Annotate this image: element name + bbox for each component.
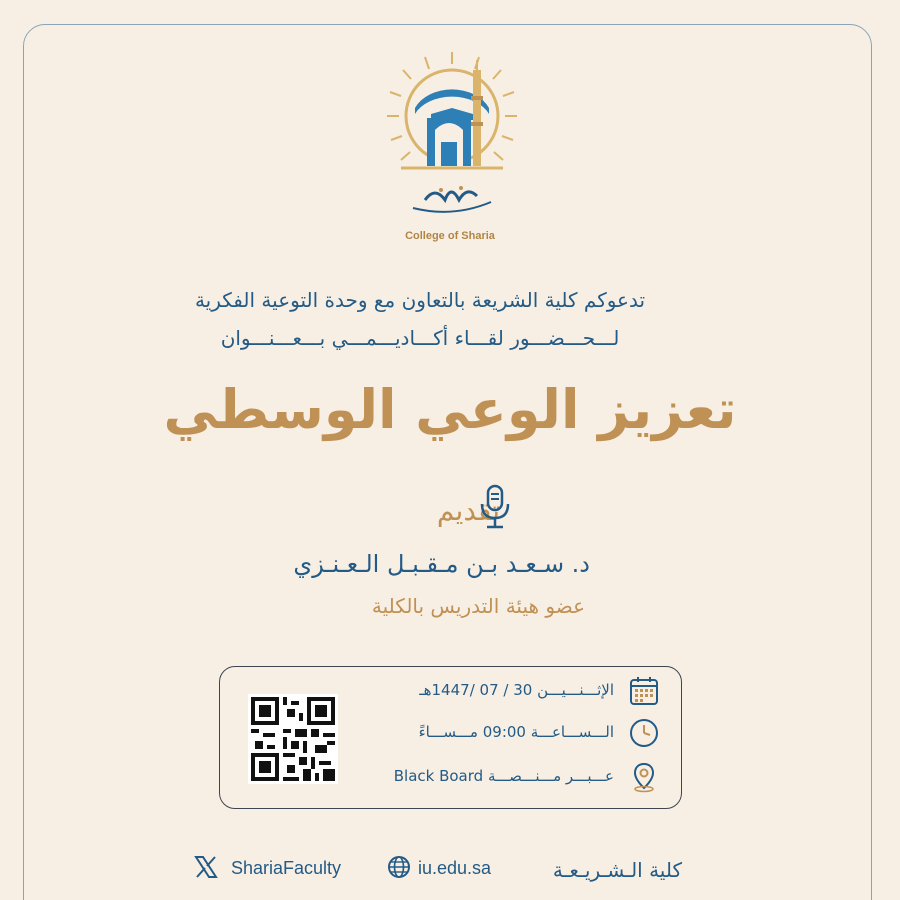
clock-icon: [628, 717, 660, 749]
date-row: [370, 675, 660, 709]
time-row: [370, 717, 660, 751]
event-title: تعزيز الوعي الوسطي: [163, 378, 737, 441]
time-text: الـــســـاعـــة 09:00 مـــســـاءً: [418, 723, 614, 741]
location-pin-icon: [628, 761, 660, 793]
event-details-box: [219, 666, 682, 809]
footer-website[interactable]: [386, 852, 516, 886]
microphone-icon: [478, 484, 512, 530]
presenter-label: تقديم: [436, 494, 500, 527]
presenter-name: د. سـعـد بـن مـقـبـل الـعـنـزي: [293, 550, 590, 578]
footer-twitter[interactable]: [193, 852, 363, 886]
qr-code-icon[interactable]: [248, 694, 338, 784]
college-name: كلية الـشـريـعـة: [552, 858, 682, 882]
platform-row: [370, 761, 660, 795]
logo-english-name: College of Sharia: [405, 230, 495, 242]
college-logo: [385, 50, 519, 240]
invitation-line-1: تدعوكم كلية الشريعة بالتعاون مع وحدة التوعية الفكرية: [194, 288, 646, 312]
date-text: الإثـــنـــيـــن 30 / 07 /1447هـ: [419, 681, 614, 699]
invitation-line-2: لـــحـــضـــور لقـــاء أكـــاديـــمـــي بـــعـــنـــوان: [220, 326, 620, 350]
website-url: iu.edu.sa: [418, 858, 492, 878]
platform-text: عـــبـــر مـــنـــصـــة Black Board: [393, 767, 614, 785]
presenter-role: عضو هيئة التدريس بالكلية: [371, 594, 585, 618]
calendar-icon: [628, 675, 660, 707]
globe-icon: [386, 854, 412, 880]
footer-college: [540, 852, 690, 886]
twitter-handle: ShariaFaculty: [231, 858, 342, 878]
x-logo-icon: [193, 854, 219, 880]
